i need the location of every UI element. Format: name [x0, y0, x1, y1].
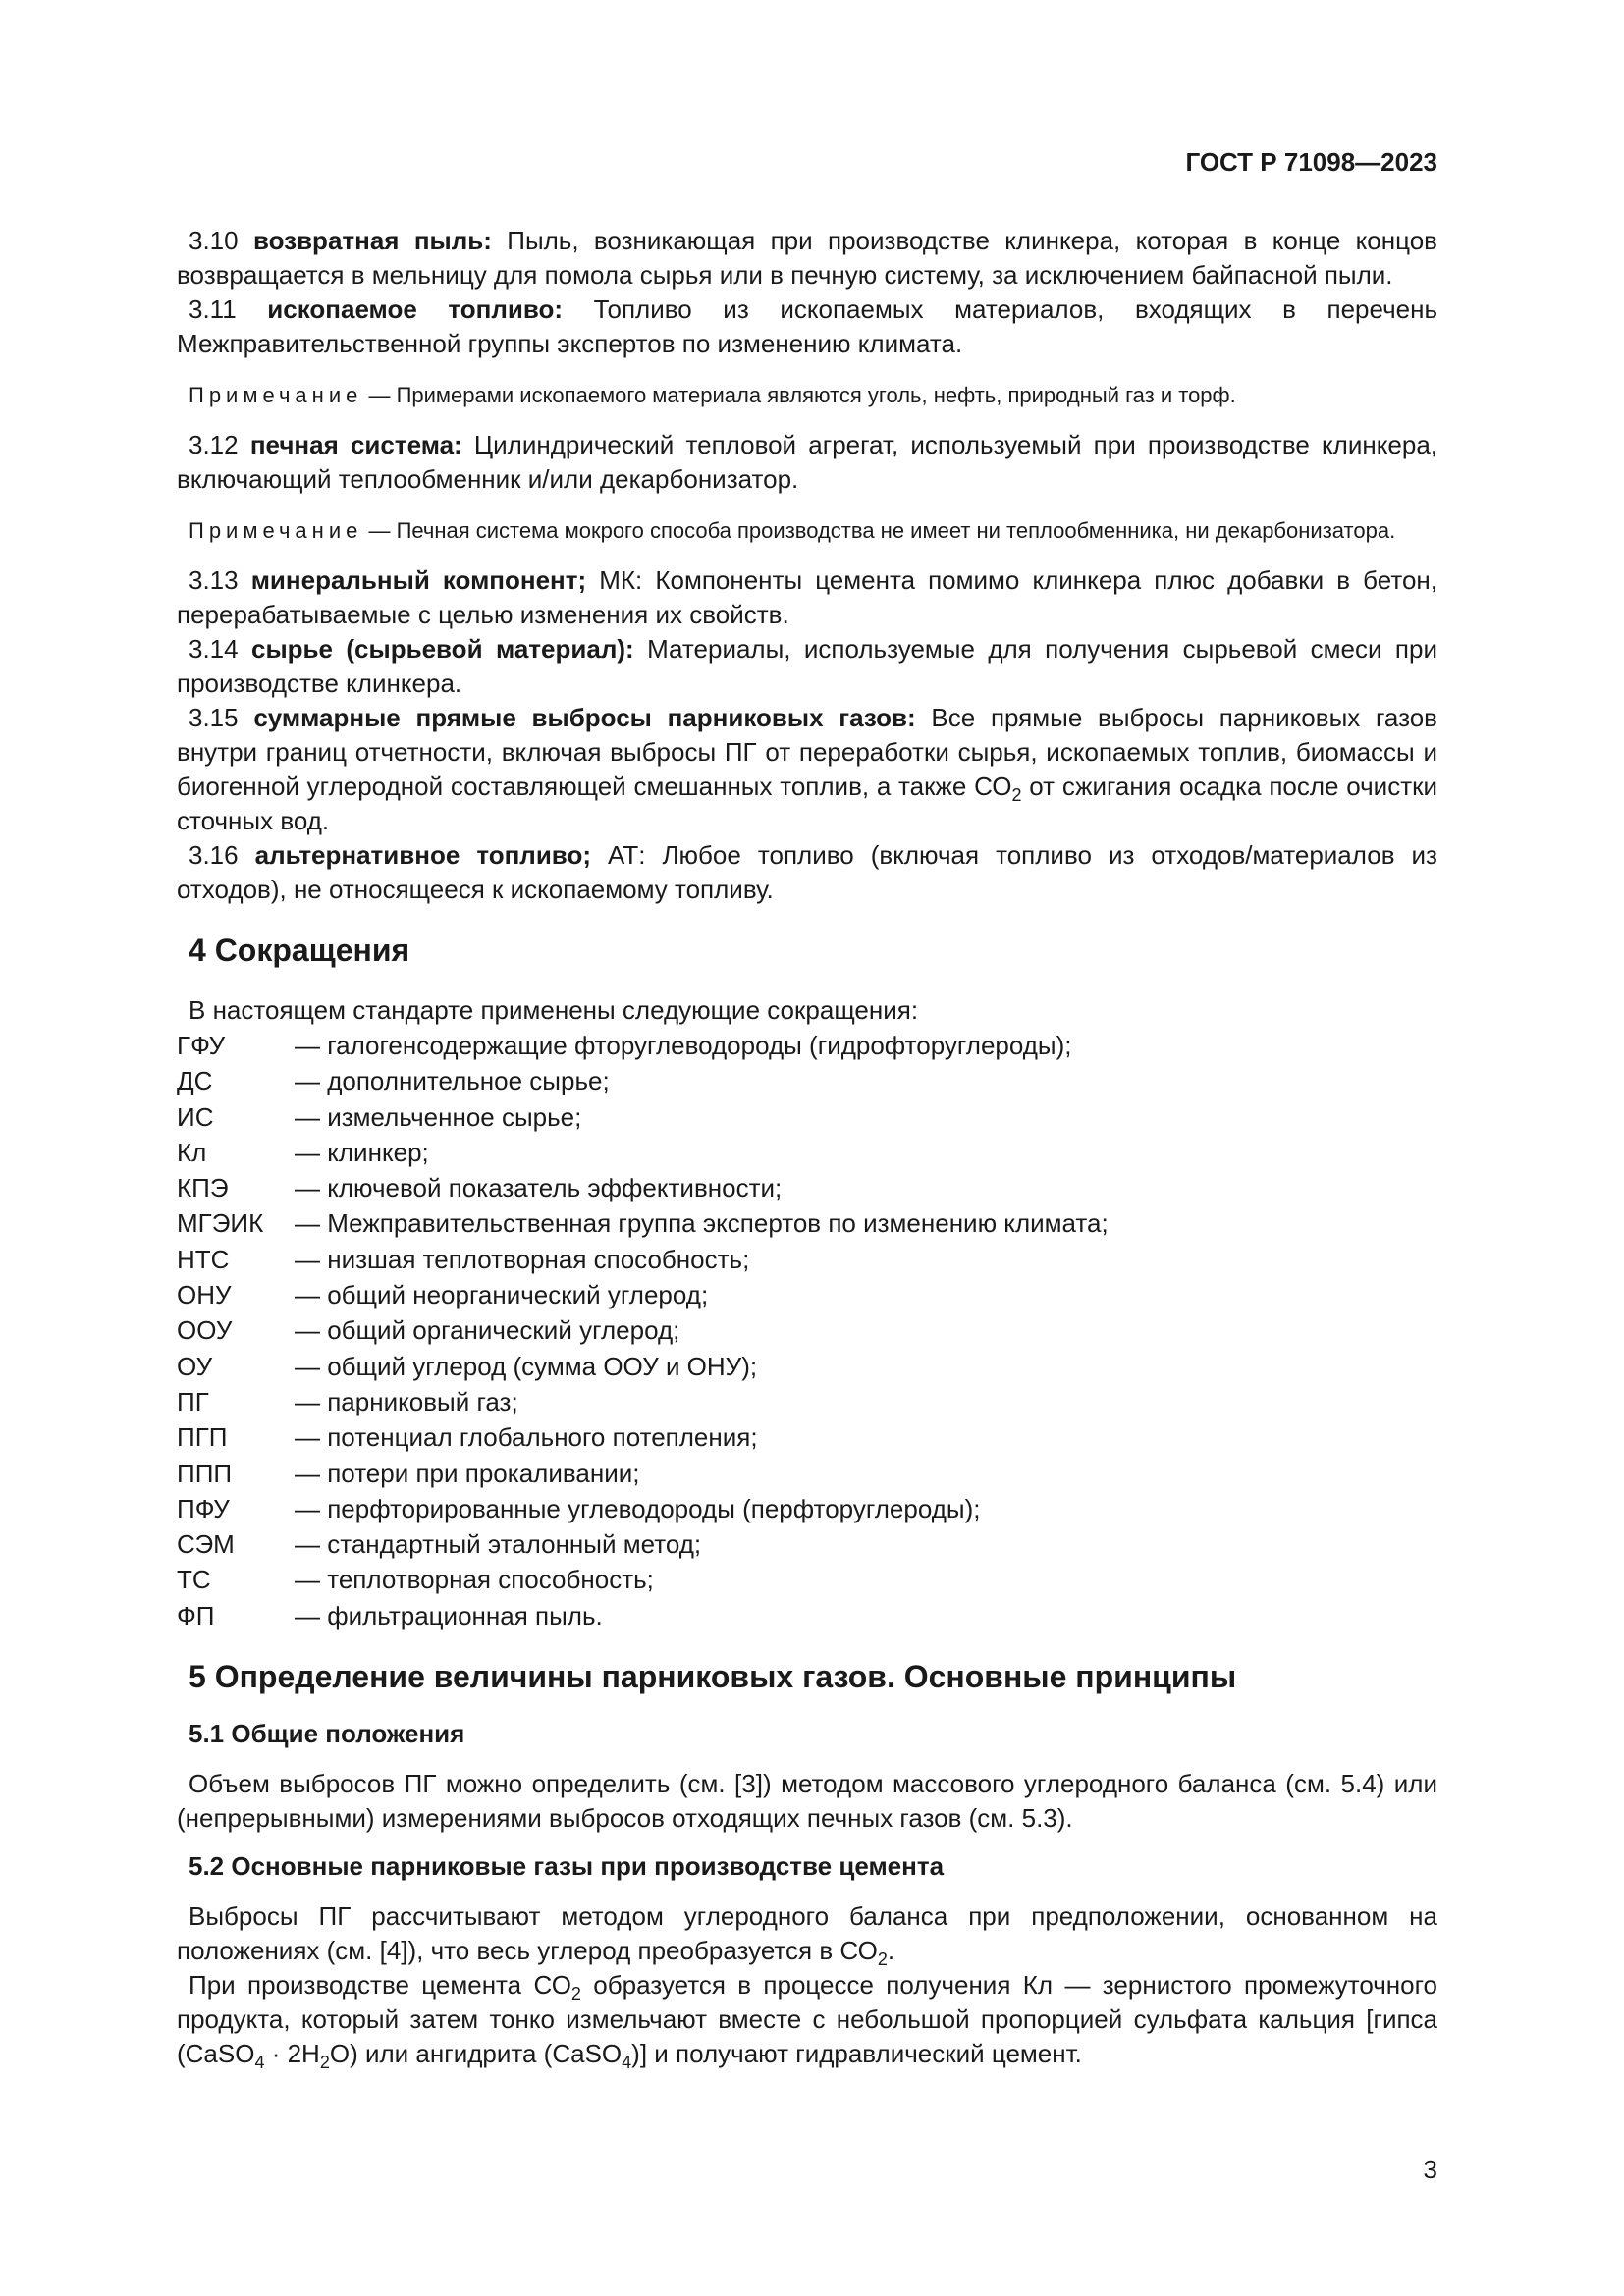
subscript: 4 — [254, 2053, 265, 2073]
def-text: Топливо из ископаемых материалов, входящих в перечень Межправительственной группы экспертов по изменению климата. — [177, 294, 1438, 358]
def-number: 3.10 — [189, 226, 239, 255]
abbreviation-definition: — ключевой показатель эффективности; — [295, 1173, 783, 1203]
def-text: Пыль, возникающая при производстве клинкера, которая в конце концов возвращается в мельницу для помола сырья или в печную систему, за исключением байпасной пыли. — [177, 226, 1437, 290]
note-label: Примечание — [189, 383, 363, 407]
abbreviation-definition: — перфторированные углеводороды (перфторуглероды); — [295, 1493, 981, 1523]
abbreviation-row — [177, 1242, 1437, 1277]
def-term: возвратная пыль: — [252, 226, 492, 255]
text: образуется в процессе получения Кл — зернистого промежуточного продукта, который затем тонко измельчают вместе с небольшой пропорцией сульфата кальция [гипса (CaSO — [177, 1970, 1438, 2069]
abbreviation-row — [177, 1205, 1437, 1241]
page-content — [177, 224, 1437, 2071]
definition-3-16 — [177, 838, 1437, 907]
abbreviation-term: ПФУ — [177, 1493, 230, 1523]
def-term: минеральный компонент; — [250, 565, 587, 595]
def-term: альтернативное топливо; — [254, 840, 591, 870]
text: · 2H — [264, 2039, 320, 2069]
abbreviation-term: ПГ — [177, 1386, 209, 1416]
section-5-2-paragraph-1 — [177, 1899, 1437, 1968]
subscript: 2 — [1011, 785, 1022, 805]
abbreviation-row — [177, 1135, 1437, 1170]
abbreviation-row — [177, 1349, 1437, 1384]
abbreviation-term: ГФУ — [177, 1031, 226, 1060]
abbreviations-intro: В настоящем стандарте применены следующие сокращения: — [189, 995, 919, 1025]
abbreviation-term: ТС — [177, 1565, 211, 1595]
abbreviation-term: ФП — [177, 1600, 215, 1630]
section-5-1-heading: 5.1 Общие положения — [189, 1719, 465, 1749]
abbreviation-row — [177, 1063, 1437, 1098]
abbreviation-row — [177, 1526, 1437, 1562]
abbreviation-row — [177, 1170, 1437, 1205]
abbreviations-list — [177, 1028, 1437, 1633]
def-number: 3.15 — [189, 703, 239, 732]
abbreviation-definition: — дополнительное сырье; — [295, 1066, 610, 1096]
definition-3-13 — [177, 563, 1437, 632]
section-4-heading: 4 Сокращения — [189, 933, 410, 968]
abbreviation-term: КПЭ — [177, 1173, 229, 1203]
text: . — [887, 1936, 895, 1966]
def-term: печная система: — [249, 430, 462, 459]
def-text: МК: Компоненты цемента помимо клинкера плюс добавки в бетон, перерабатываемые с целью изменения их свойств. — [177, 565, 1437, 629]
abbreviation-row — [177, 1419, 1437, 1455]
abbreviation-term: ППП — [177, 1458, 233, 1488]
abbreviation-definition: — теплотворная способность; — [295, 1565, 654, 1595]
note-text: — Примерами ископаемого материала являются уголь, нефть, природный газ и торф. — [368, 383, 1236, 407]
abbreviation-row — [177, 1277, 1437, 1312]
abbreviation-definition: — галогенсодержащие фторуглеводороды (гидрофторуглероды); — [295, 1031, 1072, 1060]
abbreviation-term: ИС — [177, 1101, 214, 1132]
def-text: Материалы, используемые для получения сырьевой смеси при производстве клинкера. — [177, 634, 1437, 698]
def-number: 3.16 — [189, 840, 239, 870]
abbreviation-definition: — общий углерод (сумма ООУ и ОНУ); — [295, 1351, 758, 1381]
text: )] и получают гидравлический цемент. — [631, 2039, 1082, 2069]
abbreviation-definition: — потери при прокаливании; — [295, 1458, 640, 1488]
abbreviation-row — [177, 1384, 1437, 1419]
def-term: сырье (сырьевой материал): — [251, 634, 634, 664]
abbreviation-term: ПГП — [177, 1422, 228, 1453]
abbreviation-row — [177, 1456, 1437, 1491]
abbreviation-term: Кл — [177, 1137, 207, 1167]
abbreviation-row — [177, 1598, 1437, 1633]
abbreviation-row — [177, 1099, 1437, 1135]
abbreviation-definition: — низшая теплотворная способность; — [295, 1244, 750, 1274]
section-5-2-heading: 5.2 Основные парниковые газы при производстве цемента — [189, 1851, 945, 1882]
abbreviation-definition: — общий неорганический углерод; — [295, 1280, 709, 1310]
def-text: Все прямые выбросы парниковых газов внутри границ отчетности, включая выбросы ПГ от переработки сырья, ископаемых топлив, биомассы и биогенной углеродной составляющей смешанных топлив, а также СО — [177, 703, 1437, 801]
note-fossil — [177, 381, 1437, 410]
abbreviation-row — [177, 1028, 1437, 1063]
abbreviation-row — [177, 1312, 1437, 1348]
abbreviation-definition: — Межправительственная группа экспертов по изменению климата; — [295, 1208, 1109, 1239]
subscript: 2 — [877, 1949, 888, 1970]
abbreviation-definition: — фильтрационная пыль. — [295, 1600, 603, 1630]
text: Выбросы ПГ рассчитывают методом углеродного баланса при предположении, основанном на положениях (см. [4]), что весь углерод преобразуется в СО — [177, 1901, 1437, 1966]
definition-3-14 — [177, 632, 1437, 701]
standard-code: ГОСТ Р 71098—2023 — [1185, 147, 1437, 177]
abbreviation-row — [177, 1562, 1437, 1597]
text: O) или ангидрита (CaSO — [329, 2039, 623, 2069]
definition-3-11 — [177, 293, 1437, 361]
def-term: суммарные прямые выбросы парниковых газов: — [253, 703, 916, 732]
definition-3-10 — [177, 224, 1437, 293]
def-term: ископаемое топливо: — [267, 294, 564, 324]
definition-3-15 — [177, 701, 1437, 838]
def-number: 3.12 — [189, 430, 239, 459]
abbreviation-definition: — парниковый газ; — [295, 1386, 518, 1416]
section-5-2-paragraph-2 — [177, 1968, 1437, 2071]
def-number: 3.14 — [189, 634, 239, 664]
note-label: Примечание — [189, 518, 363, 543]
text: При производстве цемента СО — [189, 1970, 571, 2001]
section-5-1-text: Объем выбросов ПГ можно определить (см. [3]) методом массового углеродного баланса (см. 5.4) или (непрерывными) измерениями выбросов отходящих печных газов (см. 5.3). — [177, 1769, 1437, 1834]
abbreviation-term: НТС — [177, 1244, 230, 1274]
def-text-end: от сжигания осадка после очистки сточных вод. — [177, 772, 1437, 835]
def-text: Цилиндрический тепловой агрегат, используемый при производстве клинкера, включающий теплообменник и/или декарбонизатор. — [177, 430, 1437, 494]
subscript: 2 — [319, 2053, 330, 2073]
abbreviation-definition: — стандартный эталонный метод; — [295, 1529, 702, 1560]
subscript: 4 — [622, 2053, 632, 2073]
section-5-heading: 5 Определение величины парниковых газов. Основные принципы — [189, 1659, 1237, 1695]
abbreviation-term: ООУ — [177, 1315, 233, 1346]
page-number: 3 — [1423, 2155, 1437, 2184]
abbreviation-term: СЭМ — [177, 1529, 235, 1560]
note-text: — Печная система мокрого способа производства не имеет ни теплообменника, ни декарбонизатора. — [368, 518, 1396, 543]
abbreviation-definition: — потенциал глобального потепления; — [295, 1422, 758, 1453]
subscript: 2 — [570, 1984, 581, 2004]
abbreviation-row — [177, 1491, 1437, 1526]
abbreviation-definition: — общий органический углерод; — [295, 1315, 680, 1346]
abbreviation-term: ДС — [177, 1066, 213, 1096]
abbreviation-term: МГЭИК — [177, 1208, 264, 1239]
def-number: 3.13 — [189, 565, 239, 595]
abbreviation-term: ОНУ — [177, 1280, 232, 1310]
abbreviation-definition: — измельченное сырье; — [295, 1101, 582, 1132]
def-text: АТ: Любое топливо (включая топливо из отходов/материалов из отходов), не относящееся к ископаемому топливу. — [177, 840, 1437, 904]
abbreviation-term: ОУ — [177, 1351, 213, 1381]
abbreviation-definition: — клинкер; — [295, 1137, 429, 1167]
note-kiln — [177, 516, 1437, 546]
definition-3-12 — [177, 428, 1437, 497]
def-number: 3.11 — [189, 294, 237, 324]
